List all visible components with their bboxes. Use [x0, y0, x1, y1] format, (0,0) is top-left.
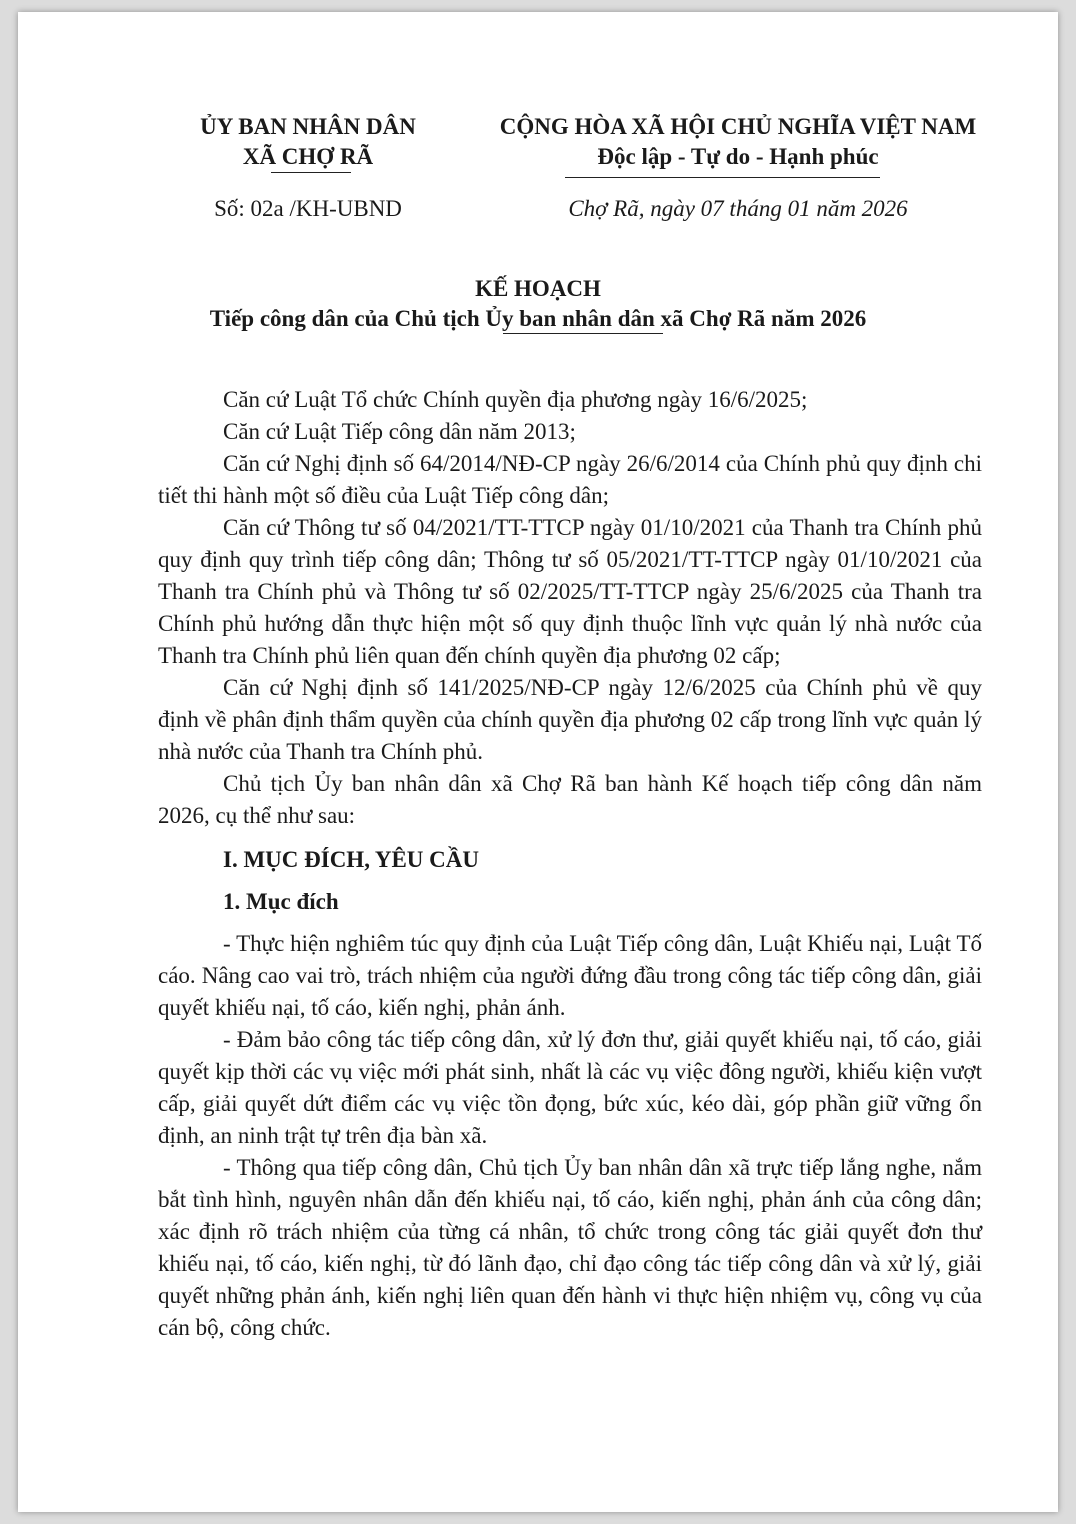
purpose-item: - Thông qua tiếp công dân, Chủ tịch Ủy ban nhân dân xã trực tiếp lắng nghe, nắm bắt tình hình, nguyên nhân dẫn đến khiếu nại, tố cáo, kiến nghị, phản ánh của công dân; xác định rõ trách nhiệm của từng cá nhân, tổ chức trong công tác giải quyết đơn thư khiếu nại, tố cáo, kiến nghị, từ đó lãnh đạo, chỉ đạo công tác tiếp công dân và xử lý, giải quyết những phản ánh, kiến nghị liên quan đến hành vi thực hiện nhiệm vụ, công vụ của cán bộ, công chức.	[158, 1155, 982, 1340]
date-line: Chợ Rã, ngày 07 tháng 01 năm 2026	[568, 196, 908, 221]
title-main: KẾ HOẠCH	[475, 276, 601, 301]
document-number: Số: 02a /KH-UBND	[214, 196, 402, 221]
motto-underline	[565, 177, 880, 178]
purpose-item: - Thực hiện nghiêm túc quy định của Luật Tiếp công dân, Luật Khiếu nại, Luật Tố cáo. Nâng cao vai trò, trách nhiệm của người đứng đầu trong công tác tiếp công dân, giải quyết khiếu nại, tố cáo, kiến nghị, phản ánh.	[158, 931, 982, 1020]
legal-basis: Căn cứ Luật Tổ chức Chính quyền địa phương ngày 16/6/2025;	[223, 387, 808, 412]
agency-underline	[271, 172, 351, 173]
document-body	[158, 384, 982, 1344]
intro-paragraph: Chủ tịch Ủy ban nhân dân xã Chợ Rã ban hành Kế hoạch tiếp công dân năm 2026, cụ thể như sau:	[158, 771, 982, 828]
nation-line-2: Độc lập - Tự do - Hạnh phúc	[597, 144, 879, 169]
nation-line-1: CỘNG HÒA XÃ HỘI CHỦ NGHĨA VIỆT NAM	[499, 114, 977, 139]
agency-line-2: XÃ CHỢ RÃ	[242, 144, 374, 169]
document-page	[18, 12, 1058, 1512]
agency-line-1: ỦY BAN NHÂN DÂN	[200, 114, 416, 139]
subsection-heading: 1. Mục đích	[223, 889, 339, 914]
purpose-item: - Đảm bảo công tác tiếp công dân, xử lý đơn thư, giải quyết khiếu nại, tố cáo, giải quyết kịp thời các vụ việc mới phát sinh, nhất là các vụ việc đông người, khiếu kiện vượt cấp, giải quyết dứt điểm các vụ việc tồn đọng, bức xúc, kéo dài, góp phần giữ vững ổn định, an ninh trật tự trên địa bàn xã.	[158, 1027, 982, 1148]
document-title	[18, 274, 1058, 334]
legal-basis: Căn cứ Thông tư số 04/2021/TT-TTCP ngày 01/10/2021 của Thanh tra Chính phủ quy định quy trình tiếp công dân; Thông tư số 05/2021/TT-TTCP ngày 01/10/2021 của Thanh tra Chính phủ và Thông tư số 02/2025/TT-TTCP ngày 25/6/2025 của Thanh tra Chính phủ hướng dẫn thực hiện một số quy định thuộc lĩnh vực quản lý nhà nước của Thanh tra Chính phủ liên quan đến chính quyền địa phương 02 cấp;	[158, 515, 982, 668]
legal-basis: Căn cứ Luật Tiếp công dân năm 2013;	[223, 419, 576, 444]
title-sub: Tiếp công dân của Chủ tịch Ủy ban nhân dân xã Chợ Rã năm 2026	[209, 306, 867, 331]
section-heading: I. MỤC ĐÍCH, YÊU CẦU	[223, 847, 479, 872]
national-motto	[458, 112, 1018, 172]
legal-basis: Căn cứ Nghị định số 141/2025/NĐ-CP ngày 12/6/2025 của Chính phủ về quy định về phân định thẩm quyền của chính quyền địa phương 02 cấp trong lĩnh vực quản lý nhà nước của Thanh tra Chính phủ.	[158, 675, 982, 764]
legal-basis: Căn cứ Nghị định số 64/2014/NĐ-CP ngày 26/6/2014 của Chính phủ quy định chi tiết thi hành một số điều của Luật Tiếp công dân;	[158, 451, 982, 508]
title-underline	[503, 333, 663, 334]
issuing-agency	[158, 112, 458, 172]
